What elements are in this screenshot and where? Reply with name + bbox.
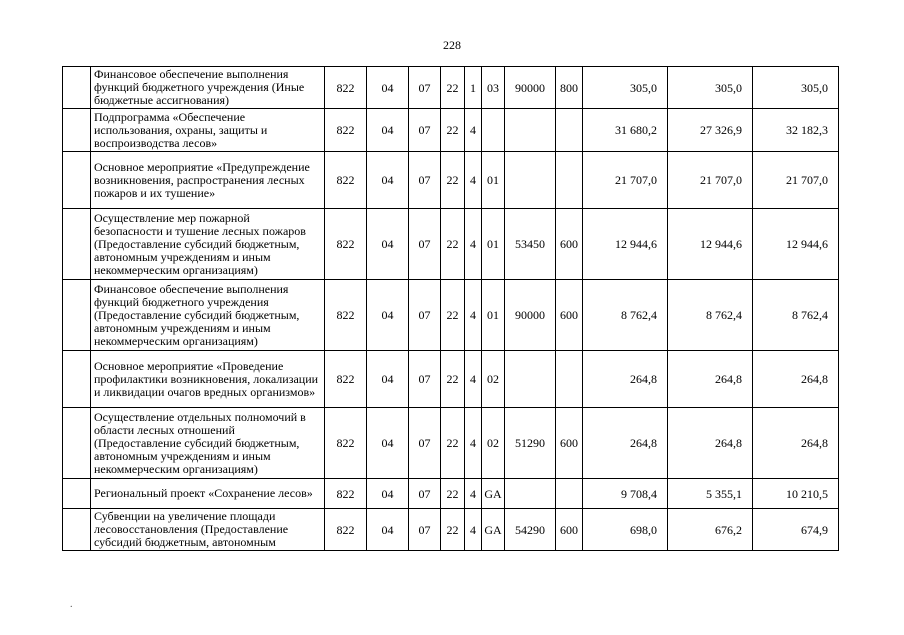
table-row bbox=[63, 209, 839, 280]
code-section: 04 bbox=[367, 479, 409, 509]
amount-year-3: 32 182,3 bbox=[753, 109, 839, 152]
code-expense-type: 600 bbox=[556, 509, 583, 551]
amount-year-1: 8 762,4 bbox=[583, 280, 668, 351]
code-program: 22 bbox=[441, 209, 465, 280]
code-expense-type bbox=[556, 152, 583, 209]
row-name: Основное мероприятие «Проведение профилактики возникновения, локализации и ликвидации очагов вредных организмов» bbox=[91, 351, 325, 408]
code-event: 01 bbox=[482, 280, 505, 351]
row-name: Осуществление мер пожарной безопасности и тушение лесных пожаров (Предоставление субсидий бюджетным, автономным учреждениям и иным некоммерческим организациям) bbox=[91, 209, 325, 280]
code-direction bbox=[505, 109, 556, 152]
code-event: 02 bbox=[482, 351, 505, 408]
blank-cell bbox=[63, 109, 91, 152]
code-program: 22 bbox=[441, 509, 465, 551]
code-program: 22 bbox=[441, 280, 465, 351]
code-event: 02 bbox=[482, 408, 505, 479]
table-row bbox=[63, 509, 839, 551]
code-direction bbox=[505, 479, 556, 509]
row-name: Субвенции на увеличение площади лесовосстановления (Предоставление субсидий бюджетным, автономным bbox=[91, 509, 325, 551]
code-direction: 51290 bbox=[505, 408, 556, 479]
code-section: 04 bbox=[367, 152, 409, 209]
amount-year-3: 674,9 bbox=[753, 509, 839, 551]
code-ministry: 822 bbox=[325, 408, 367, 479]
code-event: 01 bbox=[482, 209, 505, 280]
code-subsection: 07 bbox=[409, 280, 441, 351]
code-direction: 90000 bbox=[505, 280, 556, 351]
code-ministry: 822 bbox=[325, 280, 367, 351]
code-subsection: 07 bbox=[409, 67, 441, 109]
code-subsection: 07 bbox=[409, 351, 441, 408]
amount-year-2: 27 326,9 bbox=[668, 109, 753, 152]
code-program: 22 bbox=[441, 67, 465, 109]
code-section: 04 bbox=[367, 109, 409, 152]
code-program: 22 bbox=[441, 152, 465, 209]
code-expense-type: 600 bbox=[556, 209, 583, 280]
code-ministry: 822 bbox=[325, 479, 367, 509]
code-subsection: 07 bbox=[409, 479, 441, 509]
row-name: Региональный проект «Сохранение лесов» bbox=[91, 479, 325, 509]
code-event: GA bbox=[482, 479, 505, 509]
code-program: 22 bbox=[441, 351, 465, 408]
code-subprogram: 4 bbox=[465, 351, 482, 408]
code-ministry: 822 bbox=[325, 109, 367, 152]
row-name: Осуществление отдельных полномочий в области лесных отношений (Предоставление субсидий бюджетным, автономным учреждениям и иным некоммерческим организациям) bbox=[91, 408, 325, 479]
blank-cell bbox=[63, 67, 91, 109]
code-expense-type: 600 bbox=[556, 408, 583, 479]
code-subprogram: 4 bbox=[465, 209, 482, 280]
code-subprogram: 4 bbox=[465, 408, 482, 479]
code-ministry: 822 bbox=[325, 509, 367, 551]
table-row bbox=[63, 109, 839, 152]
scan-speck: . bbox=[70, 599, 73, 610]
amount-year-3: 21 707,0 bbox=[753, 152, 839, 209]
code-event: 01 bbox=[482, 152, 505, 209]
code-direction: 90000 bbox=[505, 67, 556, 109]
code-subsection: 07 bbox=[409, 152, 441, 209]
code-ministry: 822 bbox=[325, 67, 367, 109]
amount-year-1: 305,0 bbox=[583, 67, 668, 109]
amount-year-3: 305,0 bbox=[753, 67, 839, 109]
code-section: 04 bbox=[367, 280, 409, 351]
amount-year-1: 31 680,2 bbox=[583, 109, 668, 152]
code-direction bbox=[505, 152, 556, 209]
code-program: 22 bbox=[441, 109, 465, 152]
table-row bbox=[63, 479, 839, 509]
code-section: 04 bbox=[367, 67, 409, 109]
row-name: Финансовое обеспечение выполнения функций бюджетного учреждения (Иные бюджетные ассигнования) bbox=[91, 67, 325, 109]
code-event bbox=[482, 109, 505, 152]
code-direction: 54290 bbox=[505, 509, 556, 551]
blank-cell bbox=[63, 209, 91, 280]
amount-year-2: 8 762,4 bbox=[668, 280, 753, 351]
code-program: 22 bbox=[441, 408, 465, 479]
code-section: 04 bbox=[367, 408, 409, 479]
blank-cell bbox=[63, 280, 91, 351]
row-name: Подпрограмма «Обеспечение использования, охраны, защиты и воспроизводства лесов» bbox=[91, 109, 325, 152]
code-section: 04 bbox=[367, 509, 409, 551]
code-subprogram: 4 bbox=[465, 509, 482, 551]
page-number: 228 bbox=[443, 38, 461, 52]
code-expense-type bbox=[556, 351, 583, 408]
code-subsection: 07 bbox=[409, 509, 441, 551]
code-direction bbox=[505, 351, 556, 408]
code-section: 04 bbox=[367, 351, 409, 408]
amount-year-2: 264,8 bbox=[668, 351, 753, 408]
code-subprogram: 4 bbox=[465, 109, 482, 152]
code-expense-type bbox=[556, 109, 583, 152]
code-expense-type: 600 bbox=[556, 280, 583, 351]
table-row bbox=[63, 152, 839, 209]
code-subsection: 07 bbox=[409, 209, 441, 280]
amount-year-3: 8 762,4 bbox=[753, 280, 839, 351]
amount-year-3: 12 944,6 bbox=[753, 209, 839, 280]
blank-cell bbox=[63, 408, 91, 479]
amount-year-2: 5 355,1 bbox=[668, 479, 753, 509]
amount-year-1: 21 707,0 bbox=[583, 152, 668, 209]
table-row bbox=[63, 280, 839, 351]
blank-cell bbox=[63, 351, 91, 408]
amount-year-2: 264,8 bbox=[668, 408, 753, 479]
table-row bbox=[63, 67, 839, 109]
code-section: 04 bbox=[367, 209, 409, 280]
code-ministry: 822 bbox=[325, 152, 367, 209]
code-subsection: 07 bbox=[409, 408, 441, 479]
code-ministry: 822 bbox=[325, 209, 367, 280]
code-ministry: 822 bbox=[325, 351, 367, 408]
amount-year-3: 264,8 bbox=[753, 408, 839, 479]
blank-cell bbox=[63, 509, 91, 551]
amount-year-1: 698,0 bbox=[583, 509, 668, 551]
code-event: 03 bbox=[482, 67, 505, 109]
row-name: Основное мероприятие «Предупреждение возникновения, распространения лесных пожаров и их тушение» bbox=[91, 152, 325, 209]
code-expense-type: 800 bbox=[556, 67, 583, 109]
row-name: Финансовое обеспечение выполнения функций бюджетного учреждения (Предоставление субсидий бюджетным, автономным учреждениям и иным некоммерческим организациям) bbox=[91, 280, 325, 351]
code-event: GA bbox=[482, 509, 505, 551]
code-subprogram: 4 bbox=[465, 280, 482, 351]
code-subprogram: 4 bbox=[465, 152, 482, 209]
code-subprogram: 1 bbox=[465, 67, 482, 109]
budget-table bbox=[62, 66, 839, 551]
code-expense-type bbox=[556, 479, 583, 509]
amount-year-1: 9 708,4 bbox=[583, 479, 668, 509]
table-row bbox=[63, 408, 839, 479]
code-program: 22 bbox=[441, 479, 465, 509]
amount-year-3: 10 210,5 bbox=[753, 479, 839, 509]
amount-year-1: 264,8 bbox=[583, 351, 668, 408]
amount-year-1: 12 944,6 bbox=[583, 209, 668, 280]
code-subprogram: 4 bbox=[465, 479, 482, 509]
amount-year-2: 21 707,0 bbox=[668, 152, 753, 209]
amount-year-1: 264,8 bbox=[583, 408, 668, 479]
code-direction: 53450 bbox=[505, 209, 556, 280]
amount-year-2: 676,2 bbox=[668, 509, 753, 551]
blank-cell bbox=[63, 152, 91, 209]
code-subsection: 07 bbox=[409, 109, 441, 152]
blank-cell bbox=[63, 479, 91, 509]
table-row bbox=[63, 351, 839, 408]
amount-year-2: 305,0 bbox=[668, 67, 753, 109]
amount-year-3: 264,8 bbox=[753, 351, 839, 408]
amount-year-2: 12 944,6 bbox=[668, 209, 753, 280]
